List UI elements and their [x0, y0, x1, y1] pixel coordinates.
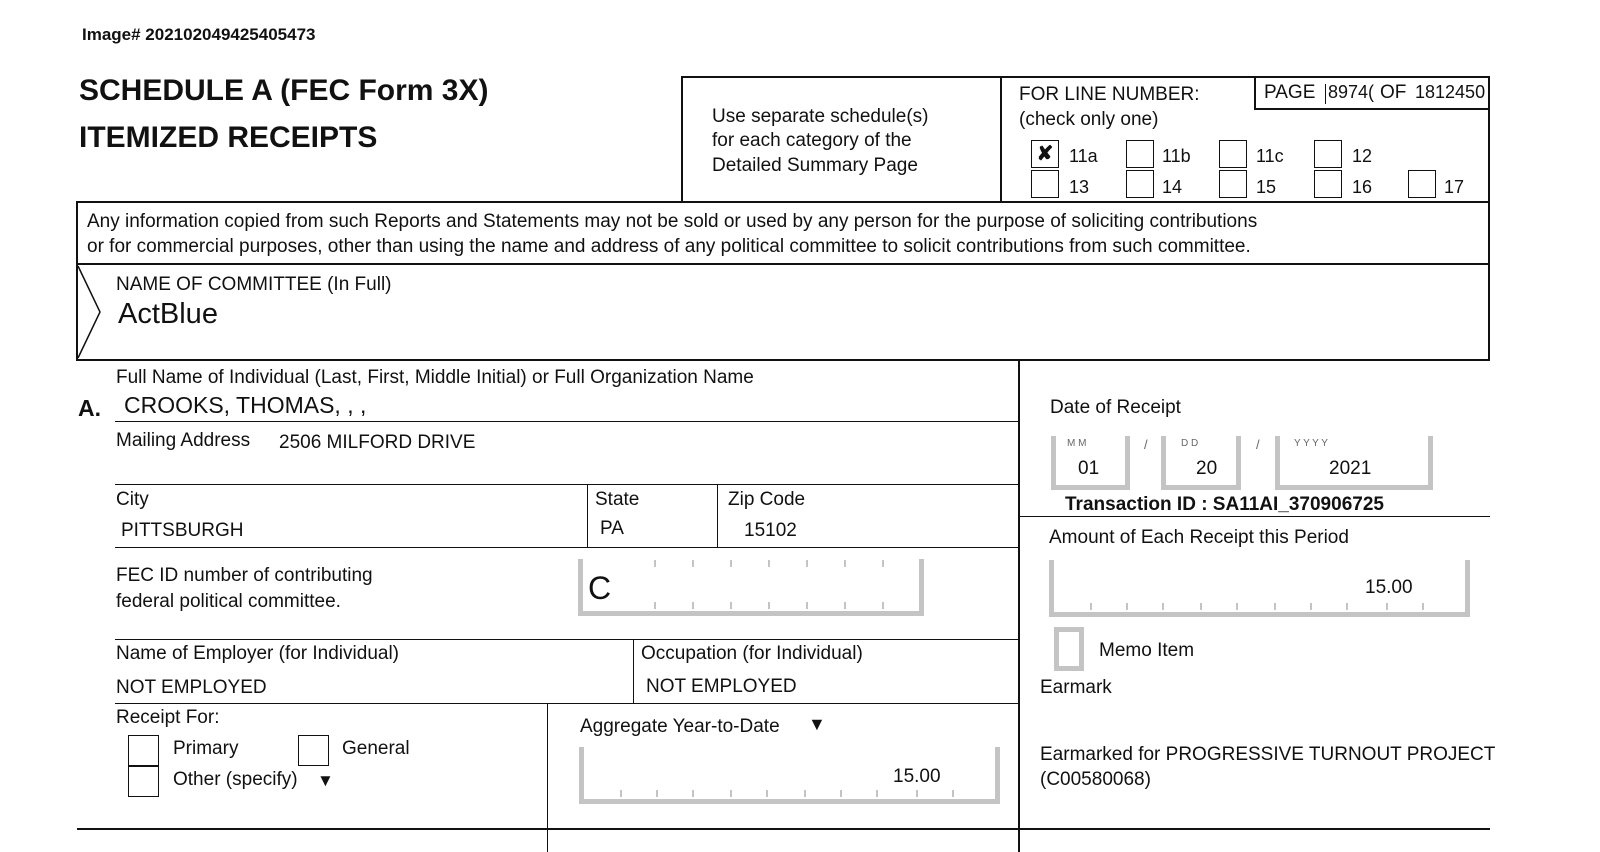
notice-line-1: Any information copied from such Reports and Statements may not be sold or used by any person for the purpose of soliciting contributions: [87, 211, 1258, 232]
state-label: State: [595, 489, 640, 510]
fec-id-label-1: FEC ID number of contributing: [116, 565, 373, 586]
date-of-receipt-label: Date of Receipt: [1050, 397, 1181, 418]
earmark-label: Earmark: [1040, 677, 1112, 698]
date-day-hint: D D: [1181, 438, 1199, 449]
line-14-checkbox[interactable]: [1126, 170, 1154, 198]
general-checkbox[interactable]: [298, 735, 329, 766]
line-11a-label: 11a: [1069, 146, 1098, 166]
aggregate-label: Aggregate Year-to-Date: [580, 716, 780, 737]
primary-checkbox[interactable]: [128, 735, 159, 766]
occupation-value: NOT EMPLOYED: [646, 676, 797, 697]
notice-line-2: or for commercial purposes, other than using the name and address of any political committee to solicit contributions from such committee.: [87, 236, 1251, 257]
instruction-line-2: for each category of the: [712, 130, 912, 151]
page-number: 8974(: [1328, 82, 1375, 102]
line-11c-label: 11c: [1256, 146, 1284, 166]
aggregate-arrow-icon: ▼: [808, 714, 826, 734]
other-checkbox[interactable]: [128, 766, 159, 797]
line-11c-checkbox[interactable]: [1219, 140, 1247, 168]
line-17-label: 17: [1444, 177, 1465, 197]
transaction-id: Transaction ID : SA11AI_370906725: [1065, 494, 1384, 515]
form-title: SCHEDULE A (FEC Form 3X): [79, 74, 489, 107]
line-11b-label: 11b: [1162, 146, 1191, 166]
line-13-checkbox[interactable]: [1031, 170, 1059, 198]
memo-item-checkbox[interactable]: [1054, 627, 1084, 671]
line-16-checkbox[interactable]: [1314, 170, 1342, 198]
line-15-checkbox[interactable]: [1219, 170, 1247, 198]
amount-label: Amount of Each Receipt this Period: [1049, 527, 1349, 548]
line-11a-checkbox[interactable]: ✘: [1031, 140, 1059, 168]
aggregate-value: 15.00: [893, 766, 941, 787]
fec-id-label-2: federal political committee.: [116, 591, 341, 612]
line-14-label: 14: [1162, 177, 1183, 197]
state-value: PA: [600, 518, 624, 539]
city-label: City: [116, 489, 149, 510]
instruction-line-1: Use separate schedule(s): [712, 106, 929, 127]
amount-value: 15.00: [1365, 577, 1413, 598]
date-year-value: 2021: [1329, 458, 1372, 479]
date-sep-2: /: [1256, 437, 1260, 452]
line-12-checkbox[interactable]: [1314, 140, 1342, 168]
line-16-label: 16: [1352, 177, 1373, 197]
instruction-line-3: Detailed Summary Page: [712, 155, 918, 176]
receipt-for-label: Receipt For:: [116, 707, 220, 728]
date-month-hint: M M: [1067, 438, 1087, 449]
earmark-line-2: (C00580068): [1040, 769, 1151, 790]
committee-chevron-icon: [76, 264, 106, 360]
other-arrow-icon: ▼: [317, 771, 334, 790]
line-12-label: 12: [1352, 146, 1373, 166]
page-label: PAGE: [1264, 82, 1316, 103]
fec-id-input[interactable]: [578, 559, 924, 616]
line-17-checkbox[interactable]: [1408, 170, 1436, 198]
image-id: Image# 202102049425405473: [82, 25, 316, 44]
page-of-label: OF: [1380, 82, 1407, 103]
other-specify-label: Other (specify): [173, 769, 298, 790]
mailing-address: 2506 MILFORD DRIVE: [279, 432, 476, 453]
mailing-address-label: Mailing Address: [116, 430, 251, 451]
primary-label: Primary: [173, 738, 239, 759]
page-total: 1812450: [1415, 82, 1486, 102]
line-15-label: 15: [1256, 177, 1277, 197]
date-year-hint: Y Y Y Y: [1294, 438, 1328, 449]
earmark-line-1: Earmarked for PROGRESSIVE TURNOUT PROJECT: [1040, 744, 1496, 765]
zip-value: 15102: [744, 520, 797, 541]
date-day-value: 20: [1196, 458, 1218, 479]
contributor-name: CROOKS, THOMAS, , ,: [124, 392, 367, 418]
employer-value: NOT EMPLOYED: [116, 677, 267, 698]
memo-item-label: Memo Item: [1099, 640, 1195, 661]
date-sep-1: /: [1144, 437, 1148, 452]
employer-label: Name of Employer (for Individual): [116, 643, 399, 664]
fec-id-prefix: C: [588, 570, 612, 606]
line-11b-checkbox[interactable]: [1126, 140, 1154, 168]
city-value: PITTSBURGH: [121, 520, 244, 541]
form-subtitle: ITEMIZED RECEIPTS: [79, 121, 378, 154]
committee-label: NAME OF COMMITTEE (In Full): [116, 274, 392, 295]
zip-label: Zip Code: [728, 489, 806, 510]
check-only-label: (check only one): [1019, 109, 1159, 130]
line-13-label: 13: [1069, 177, 1090, 197]
entry-letter: A.: [78, 395, 101, 421]
date-month-value: 01: [1078, 458, 1100, 479]
full-name-label: Full Name of Individual (Last, First, Middle Initial) or Full Organization Name: [116, 367, 754, 388]
occupation-label: Occupation (for Individual): [641, 643, 863, 664]
line-number-label: FOR LINE NUMBER:: [1019, 84, 1200, 105]
general-label: General: [342, 738, 410, 759]
committee-name: ActBlue: [118, 298, 218, 330]
